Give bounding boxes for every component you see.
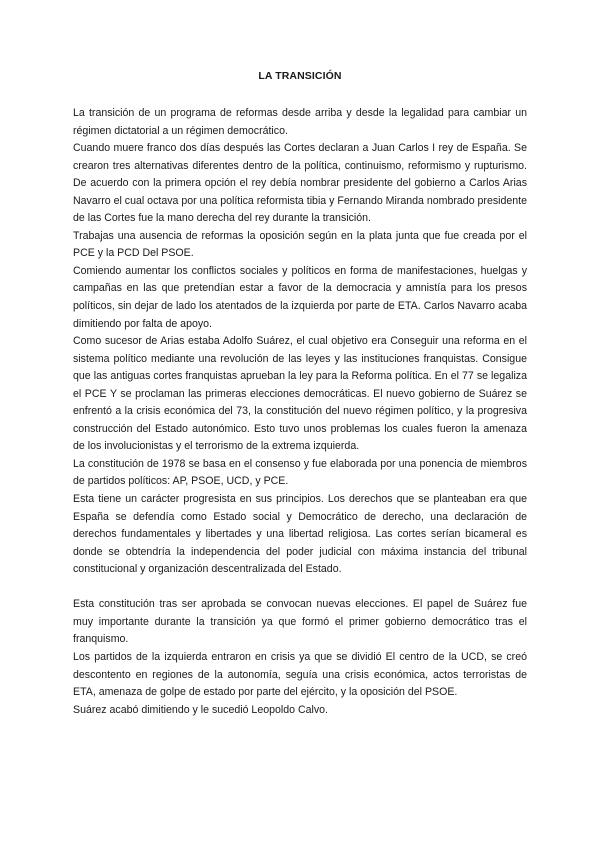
- paragraph: Esta tiene un carácter progresista en sus principios. Los derechos que se planteaban era que España se defendía como Estado social y Democrático de derecho, una declaración de derechos fundamentales y libertades y una libertad religiosa. Las cortes serían bicameral es donde se obtendría la independencia del poder judicial con máxima instancia del tribunal constitucional y organización descentralizada del Estado.: [73, 493, 527, 576]
- paragraph: Comiendo aumentar los conflictos sociales y políticos en forma de manifestaciones, huelgas y campañas en las que pretendían estar a favor de la democracia y amnistía para los presos políticos, sin dejar de lado los atentados de la izquierda por parte de ETA. Carlos Navarro acaba dimitiendo por falta de apoyo.: [73, 264, 527, 330]
- paragraph: Los partidos de la izquierda entraron en crisis ya que se dividió El centro de la UCD, se creó descontento en regiones de la autonomía, seguía una crisis económica, actos terroristas de ETA, amenaza de golpe de estado por parte del ejército, y la oposición del PSOE.: [73, 650, 527, 699]
- paragraph: Como sucesor de Arias estaba Adolfo Suárez, el cual objetivo era Conseguir una reforma en el sistema político mediante una revolución de las leyes y las instituciones franquistas. Consigue que las antiguas cortes franquistas aprueban la ley para la Reforma política. En el 77 se legaliza el PCE Y se proclaman las primeras elecciones democráticas. El nuevo gobierno de Suárez se enfrentó a la crisis económica del 73, la constitución del nuevo régimen político, y la progresiva construcción del Estado autonómico. Esto tuvo unos problemas los cuales fueron la amenaza de los involucionistas y el terrorismo de la extrema izquierda.: [73, 335, 527, 453]
- document-page: [73, 70, 527, 719]
- paragraph: Trabajas una ausencia de reformas la oposición según en la plata junta que fue creada por el PCE y la PCD Del PSOE.: [73, 229, 527, 260]
- paragraph: La transición de un programa de reformas desde arriba y desde la legalidad para cambiar un régimen dictatorial a un régimen democrático.: [73, 107, 527, 137]
- document-body: [73, 105, 527, 719]
- paragraph-spacer: [73, 579, 527, 597]
- paragraph: Suárez acabó dimitiendo y le sucedió Leopoldo Calvo.: [73, 703, 329, 716]
- document-title: LA TRANSICIÓN: [258, 70, 342, 82]
- paragraph: Cuando muere franco dos días después las Cortes declaran a Juan Carlos I rey de España. Se crearon tres alternativas diferentes dentro de la política, continuismo, reformismo y rupturismo. De acuerdo con la primera opción el rey debía nombrar presidente del gobierno a Carlos Arias Navarro el cual octava por una política reformista tibia y Fernando Miranda nombrado presidente de las Cortes fue la mano derecha del rey durante la transición.: [73, 142, 528, 225]
- paragraph: Esta constitución tras ser aprobada se convocan nuevas elecciones. El papel de Suárez fue muy importante durante la transición ya que formó el primer gobierno democrático tras el franquismo.: [73, 598, 527, 646]
- paragraph: La constitución de 1978 se basa en el consenso y fue elaborada por una ponencia de miembros de partidos políticos: AP, PSOE, UCD, y PCE.: [73, 457, 527, 488]
